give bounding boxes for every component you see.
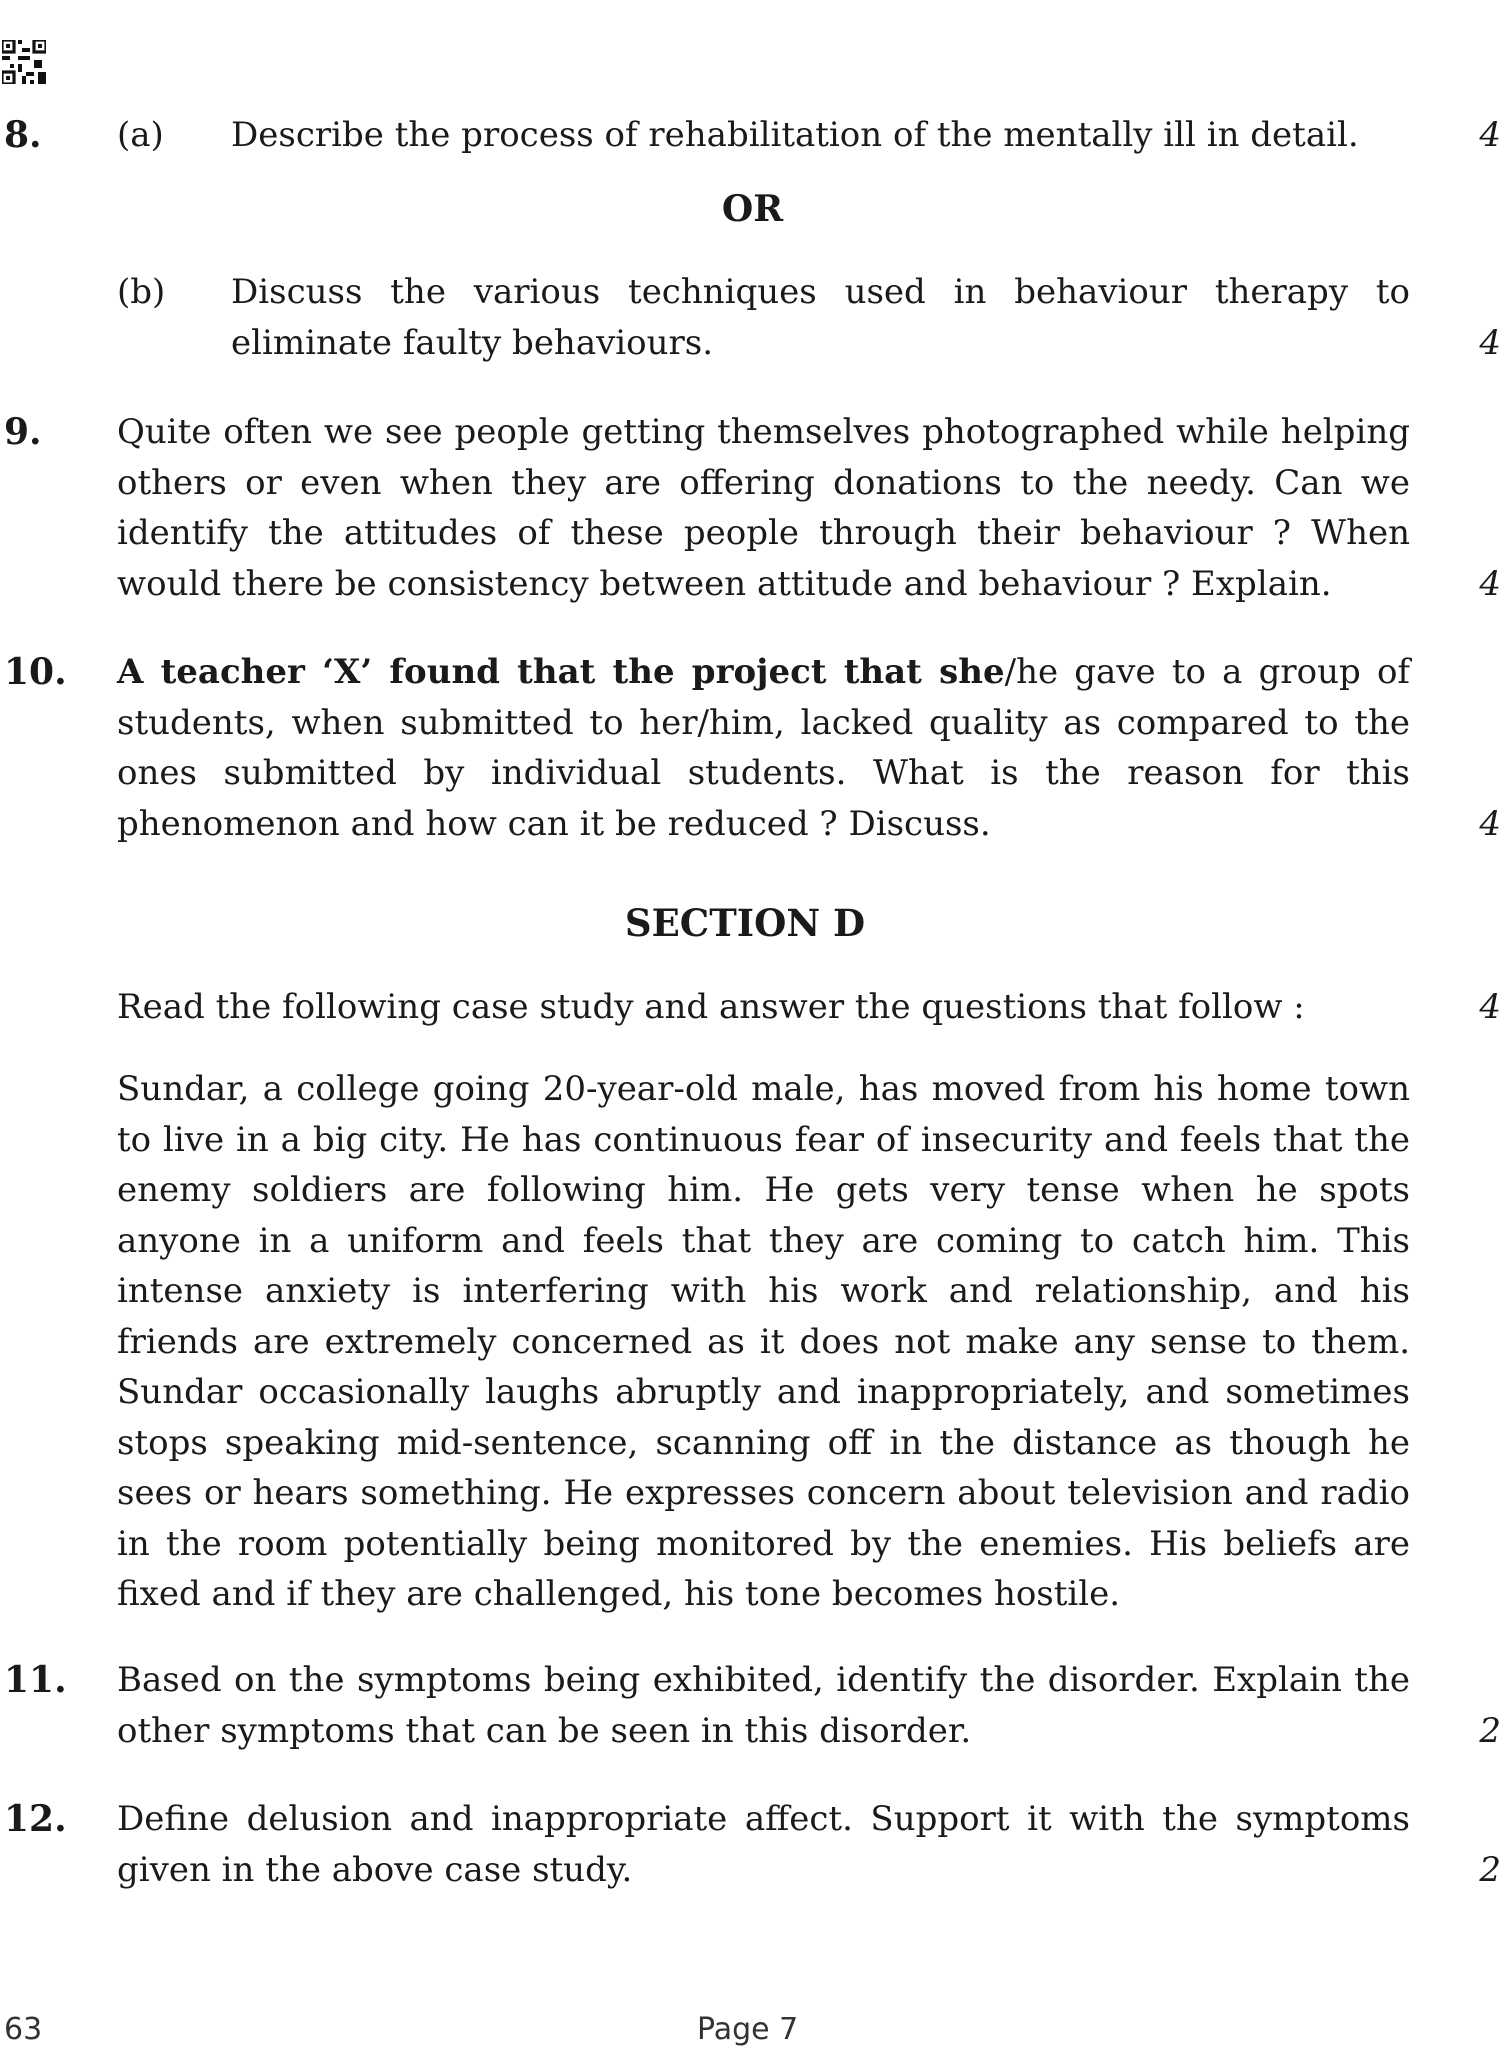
paper-code: 63 xyxy=(4,2012,43,2047)
question-text: Quite often we see people getting themselves photographed while helping others or even when they are offering donations to the needy. Can we identify the attitudes of these people through their behaviour ? When would there be consistency between attitude and behaviour ? Explain. xyxy=(117,412,1410,604)
case-study-text: Sundar, a college going 20-year-old male, has moved from his home town to live in a big city. He has continuous fear of insecurity and feels that the enemy soldiers are following him. He gets very tense when he spots anyone in a uniform and feels that they are coming to catch him. This intense anxiety is interfering with his work and relationship, and his friends are extremely concerned as it does not make any sense to them. Sundar occasionally laughs abruptly and inappropriately, and sometimes stops speaking mid-sentence, scanning off in the distance as though he sees or hears something. He expresses concern about television and radio in the room potentially being monitored by the enemies. His beliefs are fixed and if they are challenged, his tone becomes hostile. xyxy=(117,1069,1410,1614)
marks: 4 xyxy=(1479,323,1501,363)
option-a-text: Describe the process of rehabilitation of the mentally ill in detail. xyxy=(231,115,1359,155)
option-b-text: Discuss the various techniques used in behaviour therapy to eliminate faulty behaviours. xyxy=(231,272,1410,363)
option-label-a: (a) xyxy=(117,115,164,155)
qr-code-icon xyxy=(2,40,46,84)
question-text xyxy=(117,647,1410,849)
marks: 4 xyxy=(1479,115,1501,155)
case-study-instruction: Read the following case study and answer the questions that follow : xyxy=(117,987,1305,1027)
question-text: Based on the symptoms being exhibited, identify the disorder. Explain the other symptoms that can be seen in this disorder. xyxy=(117,1660,1410,1751)
marks: 4 xyxy=(1479,987,1501,1027)
marks: 4 xyxy=(1479,804,1501,844)
page-number: Page 7 xyxy=(697,2012,799,2047)
or-separator: OR xyxy=(721,188,784,230)
question-number: 11. xyxy=(4,1659,67,1701)
marks: 4 xyxy=(1479,564,1501,604)
question-text-rest: /he gave to a group of students, when submitted to her/him, lacked quality as compared to the ones submitted by individual students. What is the reason for this phenomenon and how can it be reduced ? Discuss. xyxy=(117,652,1410,844)
marks: 2 xyxy=(1479,1850,1501,1890)
question-number: 8. xyxy=(4,114,42,156)
question-text-bold: A teacher ‘X’ found that the project that she xyxy=(117,652,1005,692)
question-number: 10. xyxy=(4,651,67,693)
section-title: SECTION D xyxy=(624,901,866,945)
marks: 2 xyxy=(1479,1711,1501,1751)
question-number: 12. xyxy=(4,1798,67,1840)
question-text: Define delusion and inappropriate affect. Support it with the symptoms given in the above case study. xyxy=(117,1799,1410,1890)
question-number: 9. xyxy=(4,411,42,453)
option-label-b: (b) xyxy=(117,272,166,312)
